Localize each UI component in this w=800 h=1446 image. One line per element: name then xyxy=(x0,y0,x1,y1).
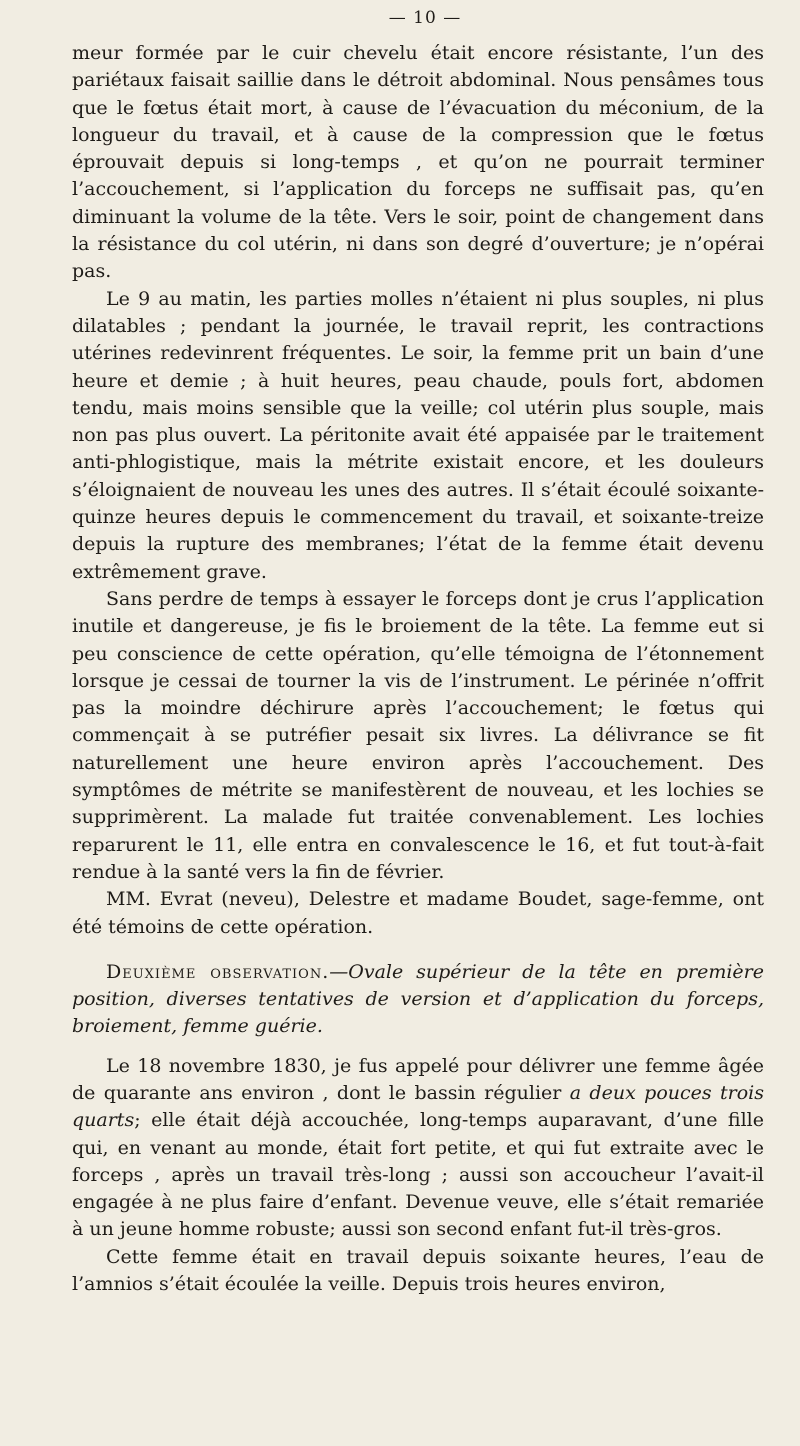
observation-label: Deuxième observation. xyxy=(106,960,330,983)
paragraph-witnesses: MM. Evrat (neveu), Delestre et madame Boudet, sage-femme, ont été témoins de cette opération. xyxy=(72,888,764,938)
observation-heading xyxy=(72,959,764,1041)
paragraph-case-two-labor: Cette femme était en travail depuis soixante heures, l’eau de l’amnios s’était écoulée la veille. Depuis trois heures environ, xyxy=(72,1245,764,1296)
observation-title: —Ovale supérieur de la tête en première position, diverses tentatives de version et d’application du forceps, broiement, femme guérie. xyxy=(72,960,764,1038)
paragraph-day-nine: Le 9 au matin, les parties molles n’étaient ni plus souples, ni plus dilatables ; pendant la journée, le travail reprit, les contractions utérines redevinrent fréquentes. Le soir, la femme prit un bain d’une heure et demie ; à huit heures, peau chaude, pouls fort, abdomen tendu, mais moins sensible que la veille; col utérin plus souple, mais non pas plus ouvert. La péritonite avait été appaisée par le traitement anti-phlogistique, mais la métrite existait encore, et les douleurs s’éloignaient de nouveau les unes des autres. Il s’était écoulé soixante-quinze heures depuis le commencement du travail, et soixante-treize depuis la rupture des membranes; l’état de la femme était devenu extrêmement grave. xyxy=(72,287,764,583)
page-number: — 10 — xyxy=(388,8,462,28)
case-two-text-start: Le 18 novembre 1830, je fus appelé pour délivrer une femme âgée de quarante ans environ , dont le bassin régulier xyxy=(72,1054,764,1104)
pelvis-measure: a deux pouces trois quarts xyxy=(72,1081,764,1132)
case-two-text-end: ; elle était déjà accouchée, long-temps auparavant, d’une fille qui, en venant au monde, était fort petite, et qui fut extraite avec le forceps , après un travail très-long ; aussi son accoucheur l’avait-il engagée à ne plus faire d’enfant. Devenue veuve, elle s’était remariée à un jeune homme robuste; aussi son second enfant fut-il très-gros. xyxy=(72,1109,764,1241)
paragraph-case-two-intro xyxy=(72,1053,764,1244)
paragraph-operation: Sans perdre de temps à essayer le forceps dont je crus l’application inutile et dangereuse, je fis le broiement de la tête. La femme eut si peu conscience de cette opération, qu’elle témoigna de l’étonnement lorsque je cessai de tourner la vis de l’instrument. Le périnée n’offrit pas la moindre déchirure après l’accouchement; le fœtus qui commençait à se putréfier pesait six livres. La délivrance se fit naturellement une heure environ après l’accouchement. Des symptômes de métrite se manifestèrent de nouveau, et les lochies se supprimèrent. La malade fut traitée convenablement. Les lochies reparurent le 11, elle entra en convalescence le 16, et fut tout-à-fait rendue à la santé vers la fin de février. xyxy=(72,587,764,883)
paragraph-continuation: meur formée par le cuir chevelu était encore résistante, l’un des pariétaux faisait saillie dans le détroit abdominal. Nous pensâmes tous que le fœtus était mort, à cause de l’évacuation du méconium, de la longueur du travail, et à cause de la compression que le fœtus éprouvait depuis si long-temps , et qu’on ne pourrait terminer l’accouchement, si l’application du forceps ne suffisait pas, qu’en diminuant la volume de la tête. Vers le soir, point de changement dans la résistance du col utérin, ni dans son degré d’ouverture; je n’opérai pas. xyxy=(72,42,764,283)
